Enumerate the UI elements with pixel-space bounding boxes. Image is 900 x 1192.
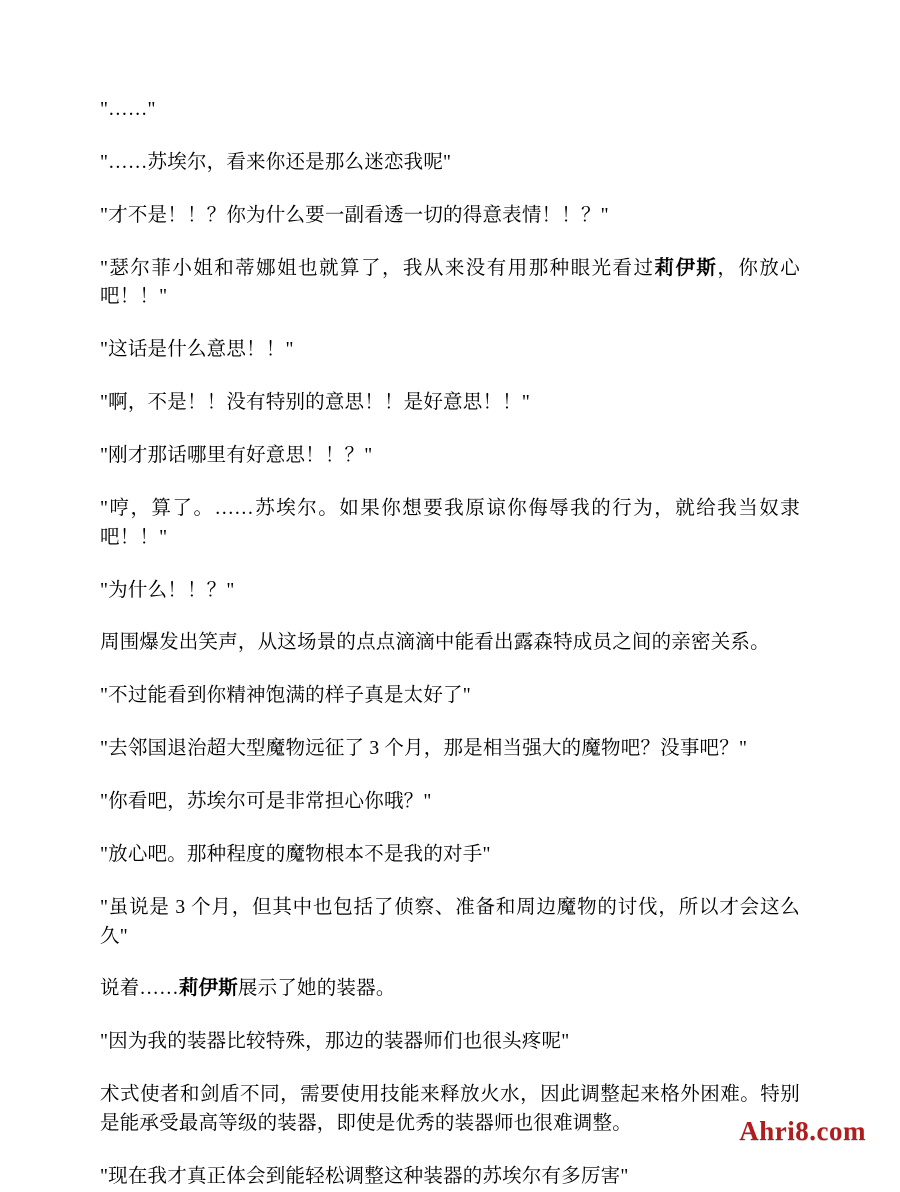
paragraph: 术式使者和剑盾不同，需要使用技能来释放火水，因此调整起来格外困难。特别是能承受最高等级的装器，即使是优秀的装器师也很难调整。 xyxy=(100,1084,800,1135)
paragraph xyxy=(100,975,800,1004)
paragraph: "才不是！！？你为什么要一副看透一切的得意表情！！？" xyxy=(100,204,609,226)
paragraph-text-pre: "瑟尔菲小姐和蒂娜姐也就算了，我从来没有用那种眼光看过 xyxy=(100,257,655,279)
paragraph: "你看吧，苏埃尔可是非常担心你哦？" xyxy=(100,791,432,813)
paragraph: "哼，算了。……苏埃尔。如果你想要我原谅你侮辱我的行为，就给我当奴隶吧！！" xyxy=(100,497,800,548)
paragraph: "因为我的装器比较特殊，那边的装器师们也很头疼呢" xyxy=(100,1031,570,1053)
paragraph-text-post: ，你放心吧！！" xyxy=(100,257,800,308)
paragraph-emphasis: 莉伊斯 xyxy=(654,257,718,279)
paragraph: "去邻国退治超大型魔物远征了 3 个月，那是相当强大的魔物吧？没事吧？" xyxy=(100,738,748,760)
paragraph: "……" xyxy=(100,99,156,120)
paragraph: "不过能看到你精神饱满的样子真是太好了" xyxy=(100,685,471,707)
paragraph: "现在我才真正体会到能轻松调整这种装器的苏埃尔有多厉害" xyxy=(100,1165,629,1187)
paragraph-emphasis: 莉伊斯 xyxy=(178,978,238,1000)
document-body xyxy=(100,96,800,1192)
paragraph: 周围爆发出笑声，从这场景的点点滴滴中能看出露森特成员之间的亲密关系。 xyxy=(100,632,770,654)
paragraph: "啊，不是！！没有特别的意思！！是好意思！！" xyxy=(100,392,531,414)
paragraph: "这话是什么意思！！" xyxy=(100,339,294,361)
paragraph xyxy=(100,255,800,313)
paragraph: "……苏埃尔，看来你还是那么迷恋我呢" xyxy=(100,151,452,173)
paragraph: "虽说是 3 个月，但其中也包括了侦察、准备和周边魔物的讨伐，所以才会这么久" xyxy=(100,896,800,947)
paragraph-text-pre: 说着…… xyxy=(100,978,179,1000)
paragraph: "刚才那话哪里有好意思！！？" xyxy=(100,445,373,467)
paragraph: "放心吧。那种程度的魔物根本不是我的对手" xyxy=(100,843,491,865)
site-watermark: Ahri8.com xyxy=(739,1116,866,1146)
paragraph: "为什么！！？" xyxy=(100,579,235,601)
paragraph-text-post: 展示了她的装器。 xyxy=(237,978,396,1000)
